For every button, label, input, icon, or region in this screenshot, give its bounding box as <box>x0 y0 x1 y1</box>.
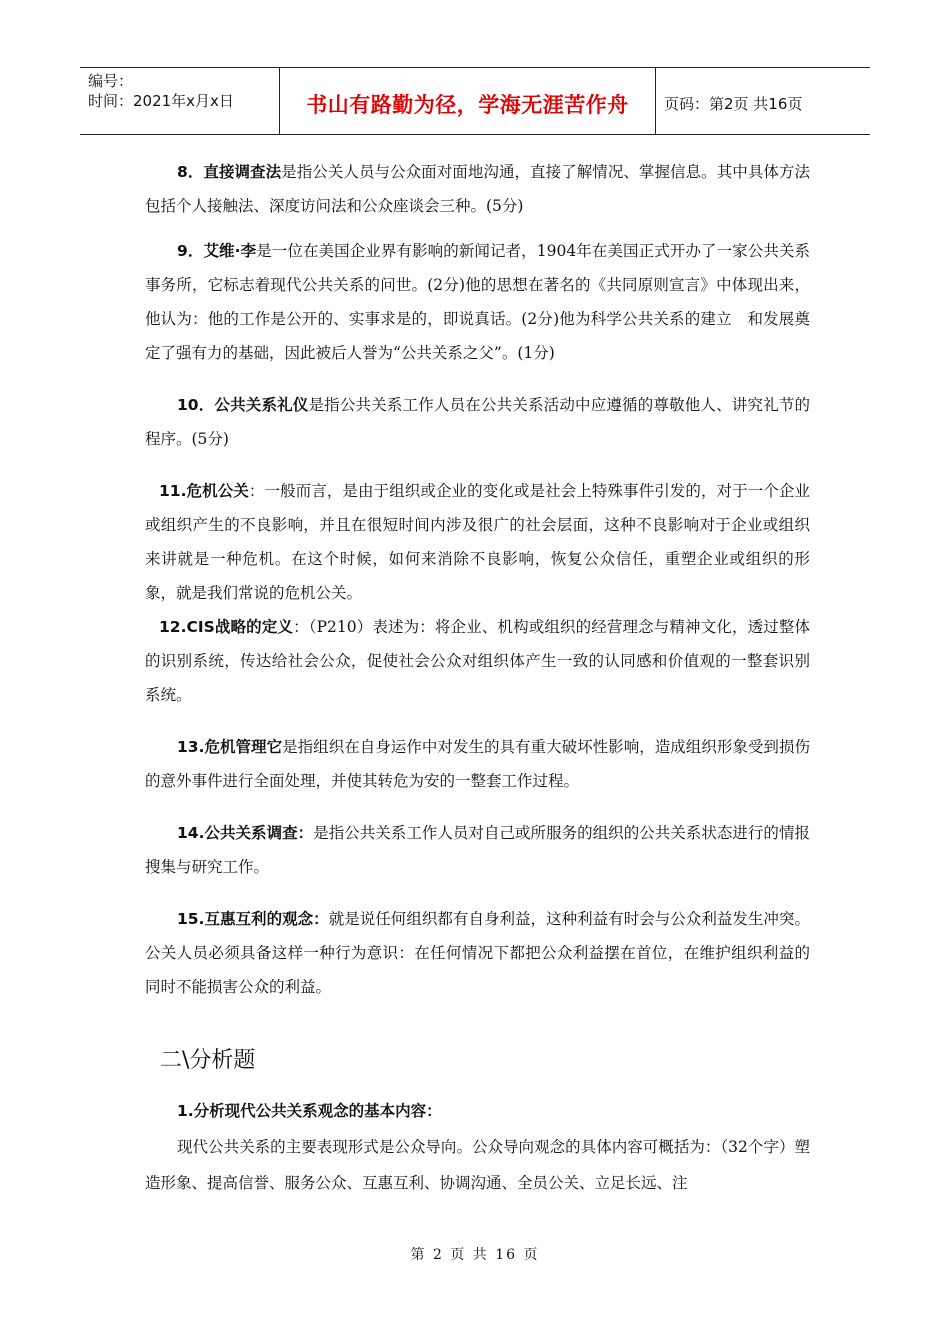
header-page-label: 页码：第2页 共16页 <box>664 94 803 113</box>
definition-term: 13.危机管理它 <box>177 738 283 756</box>
definition-term: 8．直接调查法 <box>177 163 282 181</box>
definition-term: 12.CIS战略的定义 <box>159 618 294 636</box>
definition-text: 就是说任何组织都有自身利益，这种利益有时会与公众利益发生冲突。公关人员必须具备这样一种行为意识：在任何情况下都把公众利益摆在首位，在维护组织利益的同时不能损害公众的利益。 <box>145 910 810 996</box>
definition-text: 是一位在美国企业界有影响的新闻记者，1904年在美国正式开办了一家公共关系事务所，它标志着现代公共关系的问世。(2分)他的思想在著名的《共同原则宣言》中体现出来，他认为：他的工作是公开的、实事求是的，即说真话。(2分)他为科学公共关系的建立 和发展奠定了强有力的基础，因此被后人誉为“公共关系之父”。(1分) <box>145 242 810 362</box>
definition-text: 是指组织在自身运作中对发生的具有重大破坏性影响，造成组织形象受到损伤的意外事件进行全面处理，并使其转危为安的一整套工作过程。 <box>145 738 810 790</box>
section-title: 二\分析题 <box>160 1048 256 1073</box>
definition-text: ：一般而言，是由于组织或企业的变化或是社会上特殊事件引发的，对于一个企业或组织产生的不良影响，并且在很短时间内涉及很广的社会层面，这种不良影响对于企业或组织来讲就是一种危机。在这个时候，如何来消除不良影响，恢复公众信任，重塑企业或组织的形象，就是我们常说的危机公关。 <box>145 482 810 602</box>
question-text: 1.分析现代公共关系观念的基本内容： <box>177 1102 442 1120</box>
analysis-answer: 现代公共关系的主要表现形式是公众导向。公众导向观念的具体内容可概括为：（32个字）塑造形象、提高信誉、服务公众、互惠互利、协调沟通、全员公关、立足长远、注 <box>145 1138 810 1192</box>
definition-item <box>145 902 810 1004</box>
page-header <box>80 67 870 135</box>
definition-item <box>145 730 810 798</box>
header-motto: 书山有路勤为径，学海无涯苦作舟 <box>280 68 656 134</box>
analysis-question <box>145 1093 810 1129</box>
page-footer: 第 2 页 共 16 页 <box>410 1247 540 1263</box>
definition-term: 11.危机公关 <box>159 482 249 500</box>
definition-text: 是指公共关系工作人员对自己或所服务的组织的公共关系状态进行的情报搜集与研究工作。 <box>145 824 810 876</box>
definition-item <box>145 155 810 223</box>
header-meta <box>80 68 280 134</box>
definitions-section <box>145 155 810 1004</box>
definition-item <box>145 610 810 712</box>
definition-item <box>145 234 810 370</box>
definition-term: 9．艾维·李 <box>177 242 257 260</box>
definition-text: ：（P210）表述为：将企业、机构或组织的经营理念与精神文化，透过整体的识别系统，传达给社会公众，促使社会公众对组织体产生一致的认同感和价值观的一整套识别系统。 <box>145 618 810 704</box>
definition-item <box>145 474 810 610</box>
definition-term: 10．公共关系礼仪 <box>177 396 309 414</box>
definition-text: 是指公共关系工作人员在公共关系活动中应遵循的尊敬他人、讲究礼节的程序。(5分) <box>145 396 810 448</box>
analysis-section <box>145 1093 810 1201</box>
definition-term: 14.公共关系调查： <box>177 824 314 842</box>
definition-term: 15.互惠互利的观念： <box>177 910 329 928</box>
definition-text: 是指公关人员与公众面对面地沟通，直接了解情况、掌握信息。其中具体方法包括个人接触法、深度访问法和公众座谈会三种。(5分) <box>145 163 810 215</box>
definition-item <box>145 816 810 884</box>
definition-item <box>145 388 810 456</box>
time-label: 时间：2021年x月x日 <box>88 92 234 110</box>
number-label: 编号： <box>88 72 134 90</box>
